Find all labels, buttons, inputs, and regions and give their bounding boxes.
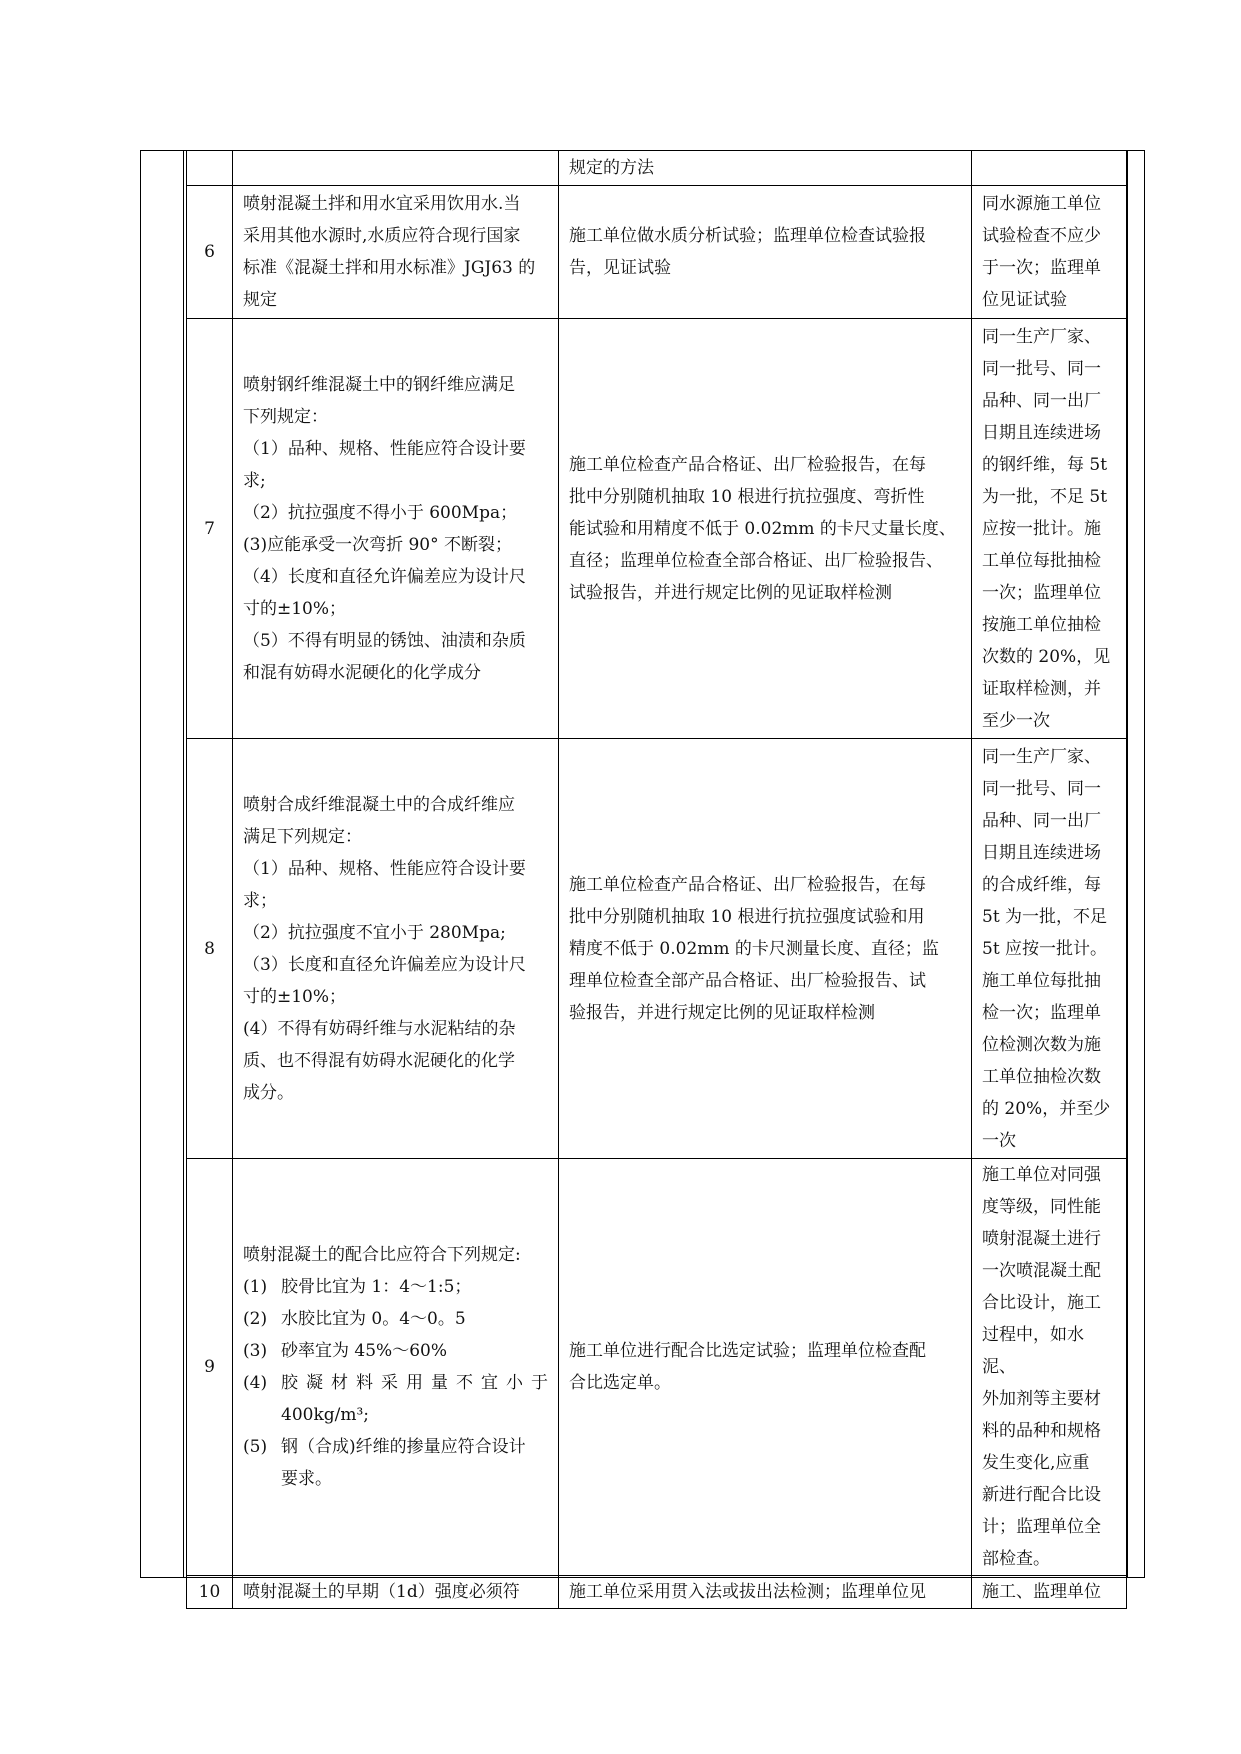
item-text-line: 要求。 bbox=[281, 1469, 332, 1489]
method-line: 规定的方法 bbox=[569, 158, 654, 178]
table-row bbox=[187, 739, 1127, 1159]
method-cell bbox=[559, 186, 972, 319]
requirement-line: （1）品种、规格、性能应符合设计要 bbox=[243, 438, 526, 459]
requirement-item bbox=[243, 1431, 548, 1495]
frequency-line: 新进行配合比设 bbox=[982, 1485, 1101, 1505]
frequency-line: 部检查。 bbox=[982, 1549, 1050, 1569]
method-line: 验报告，并进行规定比例的见证取样检测 bbox=[569, 1002, 875, 1023]
requirement-line: 下列规定： bbox=[243, 406, 328, 427]
row-number: 10 bbox=[187, 1576, 233, 1609]
method-line: 直径；监理单位检查全部合格证、出厂检验报告、 bbox=[569, 550, 943, 571]
requirement-cell bbox=[233, 739, 559, 1159]
frequency-line: 应按一批计。施 bbox=[982, 518, 1101, 539]
frequency-cell bbox=[972, 319, 1127, 739]
right-margin-rule bbox=[1127, 150, 1128, 1578]
method-line: 施工单位做水质分析试验；监理单位检查试验报 bbox=[569, 226, 926, 246]
method-line: 试验报告，并进行规定比例的见证取样检测 bbox=[569, 582, 892, 603]
row-number: 8 bbox=[187, 739, 233, 1159]
table-row bbox=[187, 319, 1127, 739]
item-text-line: 胶凝材料采用量不宜小于 bbox=[281, 1373, 548, 1393]
frequency-line: 检一次；监理单 bbox=[982, 1002, 1101, 1023]
row-number: 6 bbox=[187, 186, 233, 319]
item-index: (1) bbox=[243, 1277, 268, 1297]
frequency-line: 5t 为一批，不足 bbox=[982, 906, 1108, 927]
frequency-line: 5t 应按一批计。 bbox=[982, 938, 1108, 959]
item-index: (4) bbox=[243, 1373, 268, 1393]
table-row bbox=[187, 1159, 1127, 1576]
frequency-cell bbox=[972, 739, 1127, 1159]
requirement-line: 和混有妨碍水泥硬化的化学成分 bbox=[243, 662, 481, 683]
frequency-line: 位见证试验 bbox=[982, 290, 1067, 310]
frequency-cell bbox=[972, 186, 1127, 319]
requirement-line: （1）品种、规格、性能应符合设计要 bbox=[243, 858, 526, 879]
frequency-line: 为一批，不足 5t bbox=[982, 486, 1108, 507]
frequency-line: 施工、监理单位 bbox=[982, 1582, 1101, 1602]
frequency-line: 同一生产厂家、 bbox=[982, 746, 1101, 767]
frequency-line: 按施工单位抽检 bbox=[982, 614, 1101, 635]
requirement-line: （4）长度和直径允许偏差应为设计尺 bbox=[243, 566, 526, 587]
item-index: (5) bbox=[243, 1437, 268, 1457]
frequency-line: 品种、同一出厂 bbox=[982, 390, 1101, 411]
item-index: (3) bbox=[243, 1341, 268, 1361]
method-cell bbox=[559, 1576, 972, 1609]
frequency-line: 同一生产厂家、 bbox=[982, 326, 1101, 347]
method-line: 施工单位进行配合比选定试验；监理单位检查配 bbox=[569, 1341, 926, 1361]
requirement-line: 求; bbox=[243, 470, 266, 491]
table-row bbox=[187, 151, 1127, 186]
frequency-line: 日期且连续进场 bbox=[982, 842, 1101, 863]
requirement-line: 寸的±10%； bbox=[243, 598, 347, 619]
method-line: 精度不低于 0.02mm 的卡尺测量长度、直径；监 bbox=[569, 938, 939, 959]
item-text: 砂率宜为 45%～60% bbox=[281, 1341, 447, 1361]
method-cell bbox=[559, 739, 972, 1159]
frequency-line: 日期且连续进场 bbox=[982, 422, 1101, 443]
frequency-line: 喷射混凝土进行 bbox=[982, 1229, 1101, 1249]
frequency-line: 同一批号、同一 bbox=[982, 358, 1101, 379]
frequency-line: 料的品种和规格 bbox=[982, 1421, 1101, 1441]
requirement-item bbox=[243, 1367, 548, 1431]
method-line: 批中分别随机抽取 10 根进行抗拉强度试验和用 bbox=[569, 906, 925, 927]
frequency-line: 品种、同一出厂 bbox=[982, 810, 1101, 831]
frequency-cell bbox=[972, 1576, 1127, 1609]
method-line: 理单位检查全部产品合格证、出厂检验报告、试 bbox=[569, 970, 926, 991]
requirement-line: （2）抗拉强度不宜小于 280Mpa; bbox=[243, 922, 506, 943]
frequency-line: 的钢纤维，每 5t bbox=[982, 454, 1108, 475]
frequency-line: 同一批号、同一 bbox=[982, 778, 1101, 799]
method-line: 施工单位检查产品合格证、出厂检验报告，在每 bbox=[569, 454, 926, 475]
requirement-line: （2）抗拉强度不得小于 600Mpa； bbox=[243, 502, 518, 523]
item-text-line: 钢（合成)纤维的掺量应符合设计 bbox=[281, 1437, 526, 1457]
item-text: 水胶比宜为 0。4～0。5 bbox=[281, 1309, 466, 1329]
frequency-line: 于一次；监理单 bbox=[982, 258, 1101, 278]
requirement-line: 喷射钢纤维混凝土中的钢纤维应满足 bbox=[243, 374, 515, 395]
method-cell bbox=[559, 319, 972, 739]
frequency-line: 试验检查不应少 bbox=[982, 226, 1101, 246]
requirement-line: （3）长度和直径允许偏差应为设计尺 bbox=[243, 954, 526, 975]
frequency-line: 施工单位对同强 bbox=[982, 1165, 1101, 1185]
frequency-line: 次数的 20%，见 bbox=[982, 646, 1111, 667]
requirement-line: 质、也不得混有妨碍水泥硬化的化学 bbox=[243, 1050, 515, 1071]
left-margin-rule bbox=[183, 150, 184, 1578]
requirement-line: 规定 bbox=[243, 290, 277, 310]
requirement-line: （5）不得有明显的锈蚀、油渍和杂质 bbox=[243, 630, 526, 651]
frequency-line: 过程中，如水泥、 bbox=[982, 1325, 1084, 1377]
requirement-line: 求； bbox=[243, 890, 277, 911]
frequency-line: 位检测次数为施 bbox=[982, 1034, 1101, 1055]
inspection-table bbox=[186, 150, 1127, 1609]
frequency-line: 一次 bbox=[982, 1130, 1016, 1151]
method-line: 批中分别随机抽取 10 根进行抗拉强度、弯折性 bbox=[569, 486, 925, 507]
requirement-line: 标准《混凝土拌和用水标准》JGJ63 的 bbox=[243, 258, 536, 278]
requirement-cell bbox=[233, 151, 559, 186]
requirement-cell bbox=[233, 1576, 559, 1609]
requirement-cell bbox=[233, 186, 559, 319]
requirement-line: (4）不得有妨碍纤维与水泥粘结的杂 bbox=[243, 1018, 516, 1039]
method-line: 告，见证试验 bbox=[569, 258, 671, 278]
row-number bbox=[187, 151, 233, 186]
frequency-line: 合比设计，施工 bbox=[982, 1293, 1101, 1313]
requirement-line: 成分。 bbox=[243, 1082, 294, 1103]
frequency-line: 一次喷混凝土配 bbox=[982, 1261, 1101, 1281]
frequency-line: 工单位每批抽检 bbox=[982, 550, 1101, 571]
requirement-line: 喷射混凝土的配合比应符合下列规定: bbox=[243, 1245, 521, 1265]
method-line: 能试验和用精度不低于 0.02mm 的卡尺丈量长度、 bbox=[569, 518, 956, 539]
requirement-line: 喷射混凝土拌和用水宜采用饮用水.当 bbox=[243, 194, 521, 214]
row-number: 7 bbox=[187, 319, 233, 739]
method-cell bbox=[559, 1159, 972, 1576]
requirement-line: 喷射混凝土的早期（1d）强度必须符 bbox=[243, 1582, 520, 1602]
frequency-line: 计；监理单位全 bbox=[982, 1517, 1101, 1537]
requirement-item bbox=[243, 1335, 548, 1367]
requirement-cell bbox=[233, 319, 559, 739]
frequency-line: 至少一次 bbox=[982, 710, 1050, 731]
frequency-line: 外加剂等主要材 bbox=[982, 1389, 1101, 1409]
requirement-line: 寸的±10%； bbox=[243, 986, 347, 1007]
item-index: (2) bbox=[243, 1309, 268, 1329]
requirement-line: (3)应能承受一次弯折 90° 不断裂； bbox=[243, 534, 513, 555]
requirement-line: 喷射合成纤维混凝土中的合成纤维应 bbox=[243, 794, 515, 815]
frequency-line: 工单位抽检次数 bbox=[982, 1066, 1101, 1087]
requirement-item bbox=[243, 1271, 548, 1303]
frequency-line: 度等级，同性能 bbox=[982, 1197, 1101, 1217]
row-number: 9 bbox=[187, 1159, 233, 1576]
item-text-line: 400kg/m³; bbox=[281, 1405, 370, 1425]
requirement-item bbox=[243, 1303, 548, 1335]
frequency-line: 证取样检测，并 bbox=[982, 678, 1101, 699]
item-text bbox=[281, 1431, 548, 1495]
method-line: 合比选定单。 bbox=[569, 1373, 671, 1393]
method-line: 施工单位检查产品合格证、出厂检验报告，在每 bbox=[569, 874, 926, 895]
requirement-cell bbox=[233, 1159, 559, 1576]
requirement-line: 采用其他水源时,水质应符合现行国家 bbox=[243, 226, 521, 246]
item-text bbox=[281, 1367, 548, 1431]
method-line: 施工单位采用贯入法或拔出法检测；监理单位见 bbox=[569, 1582, 926, 1602]
method-cell bbox=[559, 151, 972, 186]
table-row bbox=[187, 1576, 1127, 1609]
requirement-line: 满足下列规定： bbox=[243, 826, 362, 847]
frequency-line: 施工单位每批抽 bbox=[982, 970, 1101, 991]
frequency-cell bbox=[972, 1159, 1127, 1576]
frequency-cell bbox=[972, 151, 1127, 186]
frequency-line: 发生变化,应重 bbox=[982, 1453, 1090, 1473]
frequency-line: 的合成纤维，每 bbox=[982, 874, 1101, 895]
frequency-line: 的 20%，并至少 bbox=[982, 1098, 1111, 1119]
table-row bbox=[187, 186, 1127, 319]
frequency-line: 同水源施工单位 bbox=[982, 194, 1101, 214]
frequency-line: 一次；监理单位 bbox=[982, 582, 1101, 603]
item-text: 胶骨比宜为 1：4～1:5； bbox=[281, 1277, 472, 1297]
